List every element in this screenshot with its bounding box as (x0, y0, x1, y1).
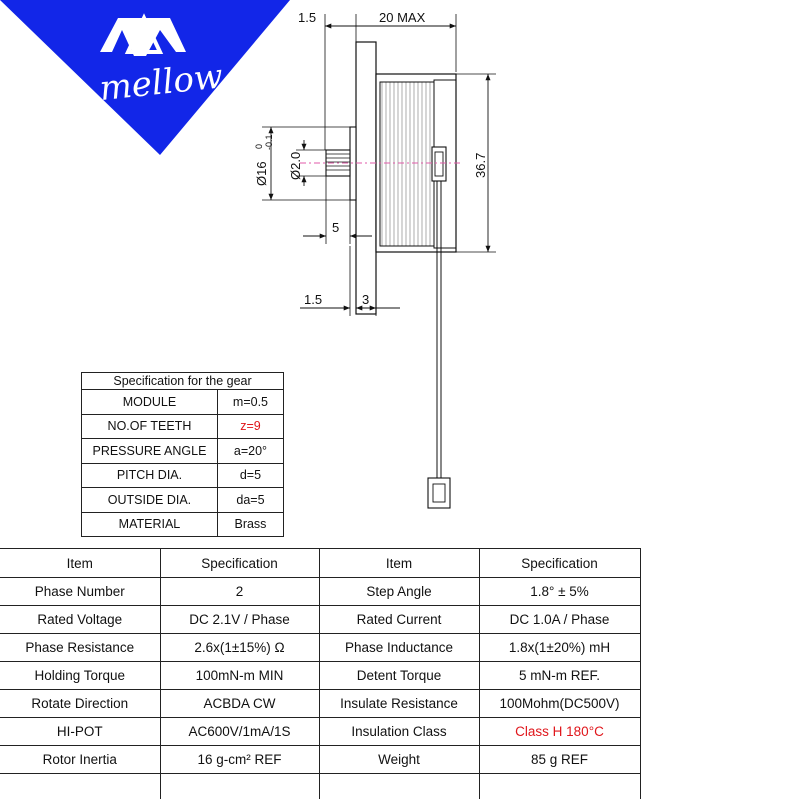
gear-spec-table (81, 372, 284, 537)
table-row: HI-POT AC600V/1mA/1S Insulation Class Class H 180°C (0, 718, 640, 746)
mellow-logo (0, 0, 290, 155)
table-row: Rated Voltage DC 2.1V / Phase Rated Current DC 1.0A / Phase (0, 606, 640, 634)
wire-plug (428, 478, 450, 508)
dim-dia2: Ø2.0 (288, 151, 303, 180)
dim-20max: 20 MAX (379, 10, 426, 25)
table-row: Rotate Direction ACBDA CW Insulate Resistance 100Mohm(DC500V) (0, 690, 640, 718)
table-row: NO.OF TEETH z=9 (82, 414, 284, 439)
table-row: PRESSURE ANGLE a=20° (82, 439, 284, 464)
logo-wordmark: mellow (97, 56, 225, 110)
table-row: Rotor Inertia 16 g-cm² REF Weight 85 g REF (0, 746, 640, 774)
table-row-empty (0, 774, 640, 800)
dim-dia16-tol-lower: -0.1 (264, 134, 274, 150)
dim-top-partial: 1.5 (298, 10, 317, 25)
dim-1-5: 1.5 (304, 292, 323, 307)
table-row: Phase Resistance 2.6x(1±15%) Ω Phase Inductance 1.8x(1±20%) mH (0, 634, 640, 662)
table-row: OUTSIDE DIA. da=5 (82, 488, 284, 513)
gear-table-caption: Specification for the gear (82, 373, 284, 390)
table-row: PITCH DIA. d=5 (82, 463, 284, 488)
insulation-class-value: Class H 180°C (479, 718, 640, 746)
table-row: MODULE m=0.5 (82, 390, 284, 415)
dim-36-7: 36.7 (473, 152, 488, 178)
dim-dia16: Ø16 (254, 161, 269, 186)
dim-5: 5 (332, 220, 340, 235)
motor-spec-table (0, 548, 641, 799)
table-row: MATERIAL Brass (82, 512, 284, 537)
table-header-row: Item Specification Item Specification (0, 549, 640, 578)
dim-dia16-tol-upper: 0 (254, 143, 264, 149)
table-row: Phase Number 2 Step Angle 1.8° ± 5% (0, 578, 640, 606)
dim-3: 3 (362, 292, 370, 307)
table-row: Holding Torque 100mN-m MIN Detent Torque 5 mN-m REF. (0, 662, 640, 690)
flange-plate (356, 42, 376, 314)
